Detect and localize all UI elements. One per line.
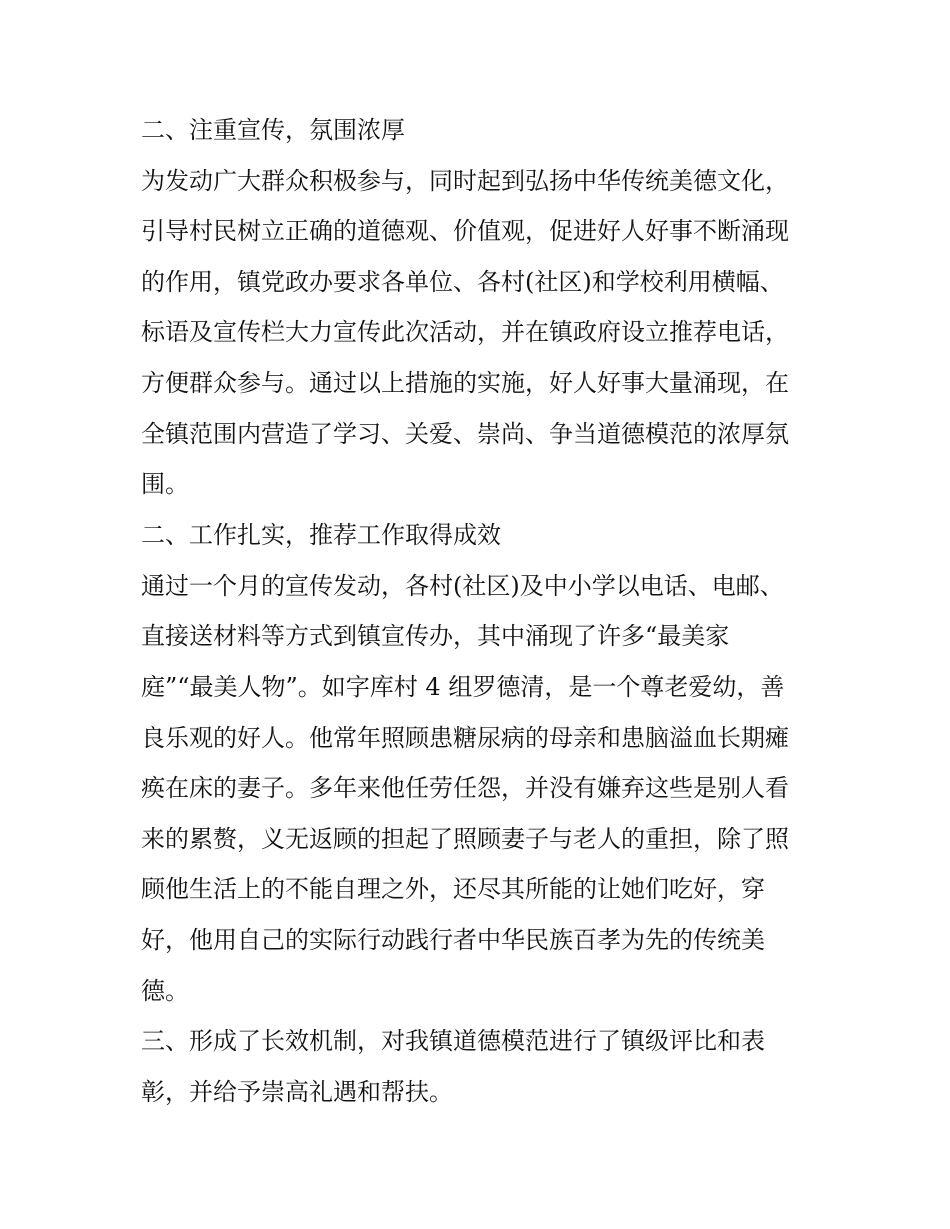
paragraph-line: 德。	[141, 977, 189, 1005]
section-heading-publicity: 二、注重宣传，氛围浓厚	[141, 116, 405, 144]
paragraph-line: 直接送材料等方式到镇宣传办，其中涌现了许多“最美家	[141, 622, 730, 650]
paragraph-line: 引导村民树立正确的道德观、价值观，促进好人好事不断涌现	[141, 217, 789, 245]
paragraph-line: 痪在床的妻子。多年来他任劳任怨，并没有嫌弃这些是别人看	[141, 774, 789, 802]
section-heading-work: 二、工作扎实，推荐工作取得成效	[141, 521, 501, 549]
paragraph-line: 围。	[141, 470, 189, 498]
paragraph-line: 方便群众参与。通过以上措施的实施，好人好事大量涌现，在	[141, 369, 789, 397]
paragraph-line: 顾他生活上的不能自理之外，还尽其所能的让她们吃好，穿	[141, 875, 765, 903]
section-heading-mechanism: 三、形成了长效机制，对我镇道德模范进行了镇级评比和表	[141, 1027, 765, 1055]
paragraph-line: 通过一个月的宣传发动，各村(社区)及中小学以电话、电邮、	[141, 572, 784, 600]
paragraph-line: 来的累赘，义无返顾的担起了照顾妻子与老人的重担，除了照	[141, 825, 789, 853]
paragraph-line: 彰，并给予崇高礼遇和帮扶。	[141, 1078, 453, 1106]
paragraph-line: 的作用，镇党政办要求各单位、各村(社区)和学校利用横幅、	[141, 268, 784, 296]
paragraph-line: 庭”“最美人物”。如字库村 4 组罗德清，是一个尊老爱幼，善	[141, 673, 785, 701]
paragraph-line: 为发动广大群众积极参与，同时起到弘扬中华传统美德文化，	[141, 167, 789, 195]
paragraph-line: 全镇范围内营造了学习、关爱、崇尚、争当道德模范的浓厚氛	[141, 420, 789, 448]
paragraph-line: 良乐观的好人。他常年照顾患糖尿病的母亲和患脑溢血长期瘫	[141, 724, 789, 752]
paragraph-line: 标语及宣传栏大力宣传此次活动，并在镇政府设立推荐电话，	[141, 318, 789, 346]
paragraph-line: 好，他用自己的实际行动践行者中华民族百孝为先的传统美	[141, 926, 765, 954]
